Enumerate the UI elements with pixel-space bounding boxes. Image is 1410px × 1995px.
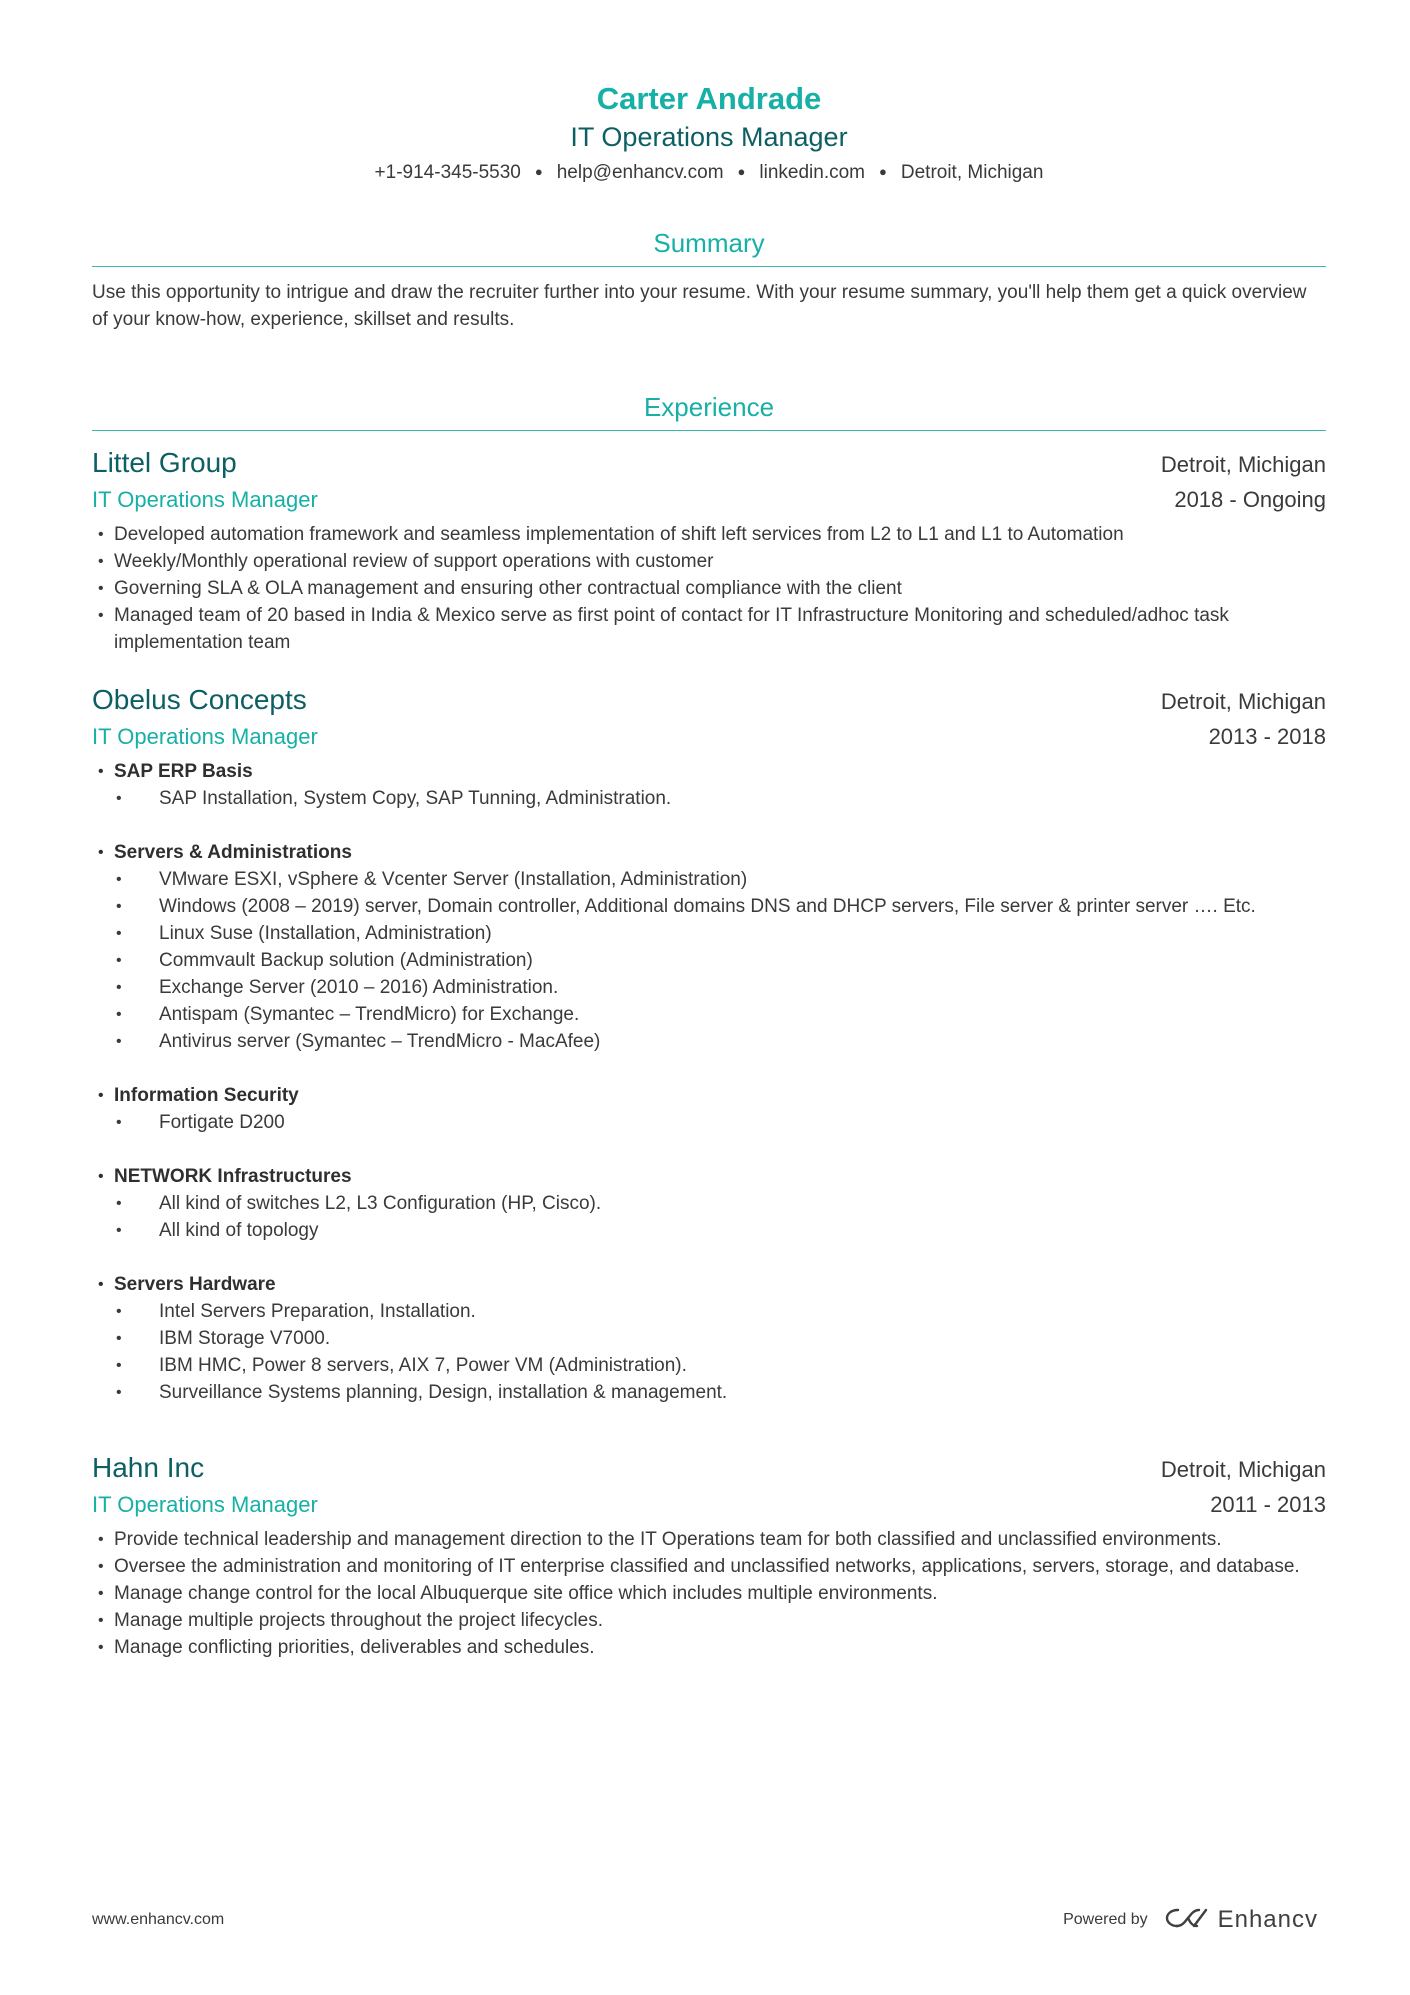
list-item: • Weekly/Monthly operational review of support operations with customer <box>92 548 1326 575</box>
job-bullets <box>92 521 1326 656</box>
list-item: • Antispam (Symantec – TrendMicro) for Exchange. <box>92 1001 1326 1028</box>
skill-groups <box>92 758 1326 1406</box>
separator-dot: ● <box>737 164 746 179</box>
enhancv-logo-icon <box>1164 1906 1210 1935</box>
job-location: Detroit, Michigan <box>1160 1457 1326 1482</box>
powered-by-label: Powered by <box>1063 1911 1148 1928</box>
location: Detroit, Michigan <box>900 162 1044 183</box>
job-entry <box>92 1450 1326 1661</box>
enhancv-logo[interactable] <box>1164 1906 1318 1935</box>
job-title: IT Operations Manager <box>92 1492 318 1517</box>
job-dates: 2011 - 2013 <box>1210 1492 1326 1517</box>
list-item: • Manage multiple projects throughout the project lifecycles. <box>92 1607 1326 1634</box>
footer-branding <box>1063 1906 1318 1935</box>
brand-name: Enhancv <box>1217 1906 1318 1933</box>
job-dates: 2018 - Ongoing <box>1174 487 1326 512</box>
resume-page <box>92 0 1326 1661</box>
footer-url[interactable]: www.enhancv.com <box>92 1911 225 1928</box>
list-item: • All kind of switches L2, L3 Configuration (HP, Cisco). <box>92 1190 1326 1217</box>
list-item: • Windows (2008 – 2019) server, Domain controller, Additional domains DNS and DHCP servers, File server & printer server …. Etc. <box>92 893 1326 920</box>
section-title-experience: Experience <box>92 390 1326 431</box>
skill-group <box>92 1082 1326 1136</box>
experience-section <box>92 390 1326 1661</box>
list-item: • VMware ESXI, vSphere & Vcenter Server (Installation, Administration) <box>92 866 1326 893</box>
list-item: • Intel Servers Preparation, Installation. <box>92 1298 1326 1325</box>
group-heading: • Servers & Administrations <box>92 839 1326 866</box>
job-entry <box>92 445 1326 656</box>
group-heading: • SAP ERP Basis <box>92 758 1326 785</box>
list-item: • Surveillance Systems planning, Design, installation & management. <box>92 1379 1326 1406</box>
list-item: • All kind of topology <box>92 1217 1326 1244</box>
candidate-name: Carter Andrade <box>596 81 822 116</box>
list-item: • Oversee the administration and monitoring of IT enterprise classified and unclassified networks, applications, servers, storage, and database. <box>92 1553 1326 1580</box>
list-item: • Antivirus server (Symantec – TrendMicro - MacAfee) <box>92 1028 1326 1055</box>
list-item: • Manage conflicting priorities, deliverables and schedules. <box>92 1634 1326 1661</box>
list-item: • Governing SLA & OLA management and ensuring other contractual compliance with the client <box>92 575 1326 602</box>
list-item: • SAP Installation, System Copy, SAP Tunning, Administration. <box>92 785 1326 812</box>
company-name: Obelus Concepts <box>92 684 307 715</box>
page-footer <box>92 1905 1318 1935</box>
company-name: Littel Group <box>92 447 237 478</box>
list-item: • Fortigate D200 <box>92 1109 1326 1136</box>
job-title: IT Operations Manager <box>92 724 318 749</box>
list-item: • Developed automation framework and seamless implementation of shift left services from L2 to L1 and L1 to Automation <box>92 521 1326 548</box>
company-name: Hahn Inc <box>92 1452 205 1483</box>
skill-group <box>92 1163 1326 1244</box>
separator-dot: ● <box>879 164 887 179</box>
job-location: Detroit, Michigan <box>1160 452 1326 477</box>
group-heading: • NETWORK Infrastructures <box>92 1163 1326 1190</box>
skill-group <box>92 1271 1326 1406</box>
job-title: IT Operations Manager <box>92 487 318 512</box>
candidate-role: IT Operations Manager <box>570 122 848 152</box>
job-location: Detroit, Michigan <box>1160 689 1326 714</box>
list-item: • Provide technical leadership and management direction to the IT Operations team for both classified and unclassified environments. <box>92 1526 1326 1553</box>
list-item: • IBM Storage V7000. <box>92 1325 1326 1352</box>
linkedin[interactable]: linkedin.com <box>759 162 866 183</box>
job-bullets <box>92 1526 1326 1661</box>
skill-group <box>92 839 1326 1055</box>
job-entry <box>92 682 1326 1406</box>
contact-line <box>92 160 1326 187</box>
list-item: • Manage change control for the local Albuquerque site office which includes multiple environments. <box>92 1580 1326 1607</box>
list-item: • Linux Suse (Installation, Administration) <box>92 920 1326 947</box>
skill-group <box>92 758 1326 812</box>
section-title-summary: Summary <box>92 226 1326 267</box>
list-item: • Exchange Server (2010 – 2016) Administration. <box>92 974 1326 1001</box>
email[interactable]: help@enhancv.com <box>556 162 724 183</box>
list-item: • Managed team of 20 based in India & Mexico serve as first point of contact for IT Infrastructure Monitoring and scheduled/adhoc task implementation team <box>92 602 1326 656</box>
list-item: • IBM HMC, Power 8 servers, AIX 7, Power VM (Administration). <box>92 1352 1326 1379</box>
resume-header <box>92 0 1326 187</box>
list-item: • Commvault Backup solution (Administration) <box>92 947 1326 974</box>
group-heading: • Servers Hardware <box>92 1271 1326 1298</box>
separator-dot: ● <box>534 164 543 179</box>
phone: +1-914-345-5530 <box>374 162 521 183</box>
summary-section <box>92 226 1326 333</box>
group-heading: • Information Security <box>92 1082 1326 1109</box>
summary-text: Use this opportunity to intrigue and draw the recruiter further into your resume. With your resume summary, you'll help them get a quick overview of your know-how, experience, skillset and results. <box>92 282 1307 330</box>
job-dates: 2013 - 2018 <box>1208 724 1326 749</box>
